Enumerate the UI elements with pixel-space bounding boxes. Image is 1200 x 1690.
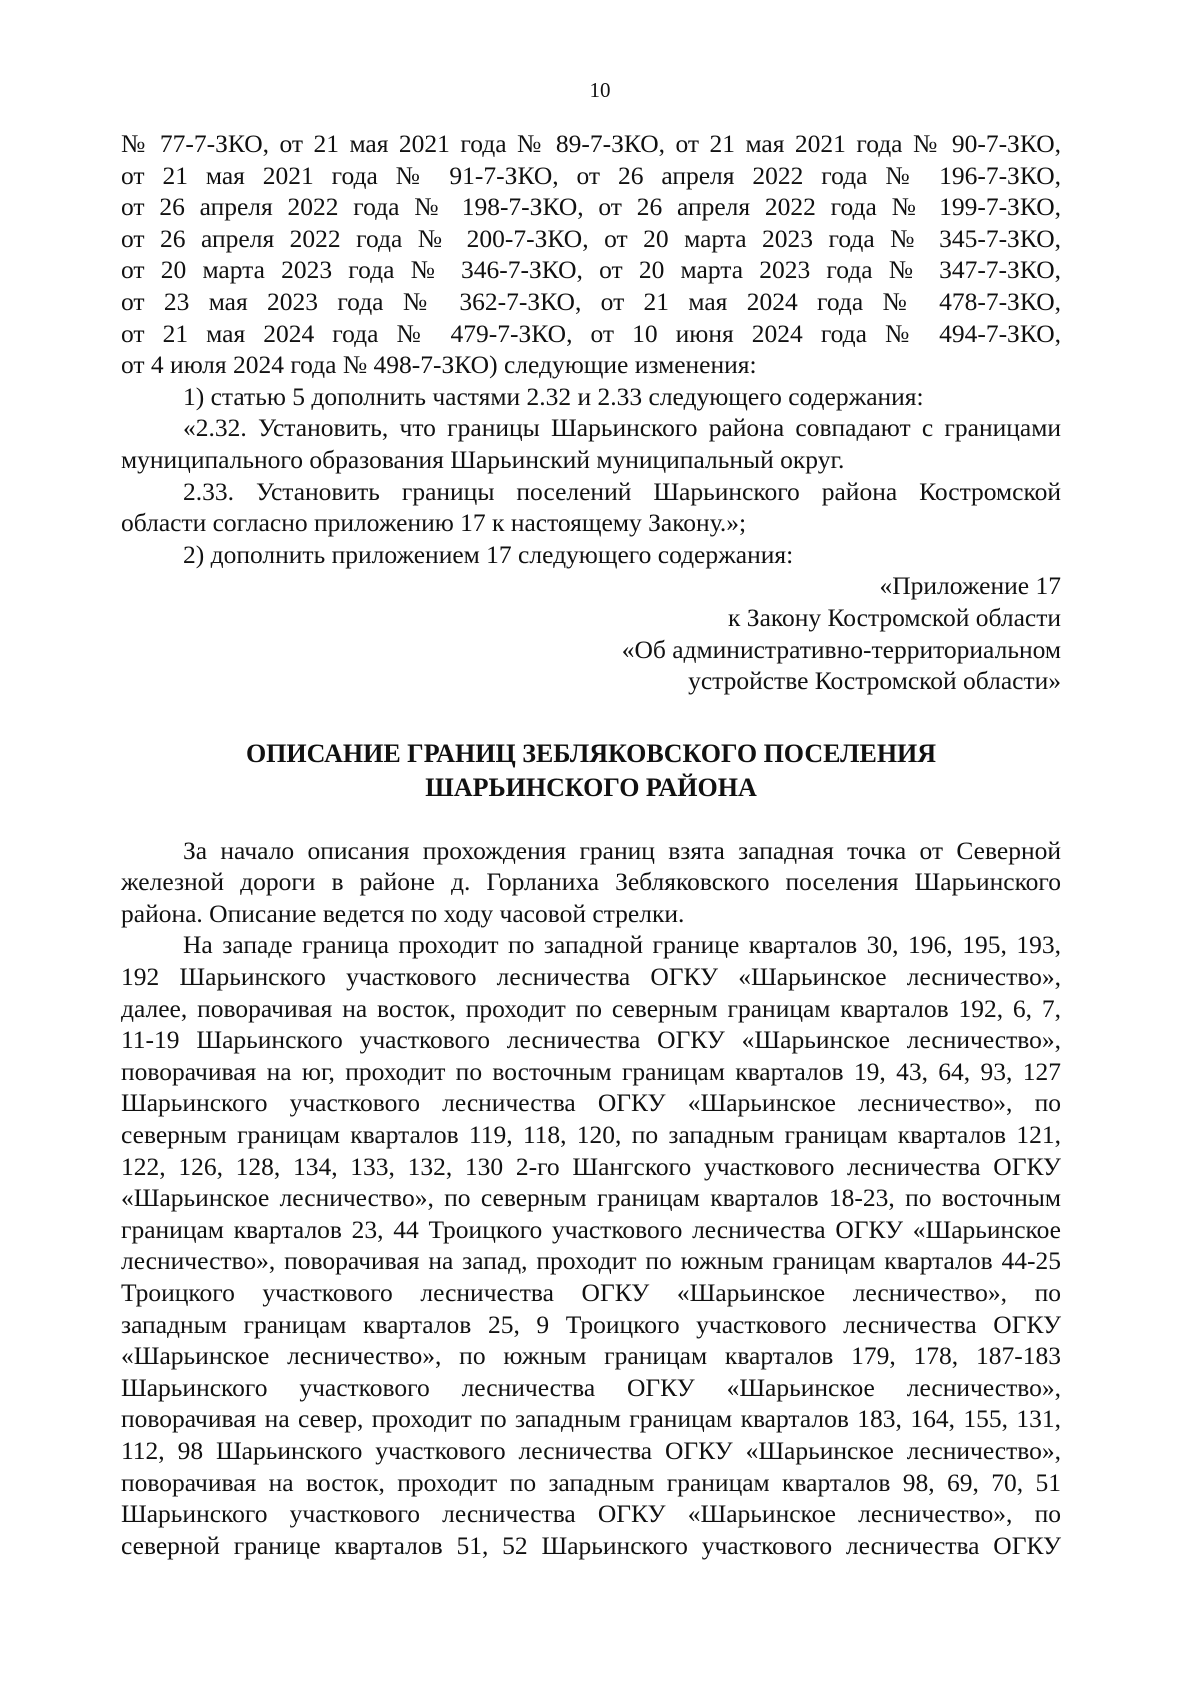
text-line: железной дороги в районе д. Горланиха Зебляковского поселения Шарьинского <box>121 867 1061 897</box>
intro-paragraph <box>121 128 1061 381</box>
boundary-description <box>121 835 1061 1562</box>
text-line: от 21 мая 2021 года № 91-7-ЗКО, от 26 апреля 2022 года № 196-7-ЗКО, <box>121 160 1061 190</box>
text-line: от 4 июля 2024 года № 498-7-ЗКО) следующие изменения: <box>121 350 757 380</box>
text-line: поворачивая на север, проходит по западным границам кварталов 183, 164, 155, 131, <box>121 1404 1061 1434</box>
amendment-item-2: 2) дополнить приложением 17 следующего содержания: <box>183 539 794 569</box>
text-line: № 77-7-ЗКО, от 21 мая 2021 года № 89-7-ЗКО, от 21 мая 2021 года № 90-7-ЗКО, <box>121 129 1061 158</box>
text-line: северным границам кварталов 119, 118, 120, по западным границам кварталов 121, <box>121 1120 1061 1150</box>
text-line: Шарьинского участкового лесничества ОГКУ «Шарьинское лесничество», по <box>121 1499 1061 1529</box>
text-line: от 26 апреля 2022 года № 200-7-ЗКО, от 20 марта 2023 года № 345-7-ЗКО, <box>121 223 1061 253</box>
amendments <box>121 381 1061 571</box>
appendix-line: к Закону Костромской области <box>728 602 1061 632</box>
text-line: границам кварталов 23, 44 Троицкого участкового лесничества ОГКУ «Шарьинское <box>121 1214 1061 1244</box>
text-line: На западе граница проходит по западной границе кварталов 30, 196, 195, 193, <box>183 930 1061 960</box>
text-line: от 26 апреля 2022 года № 198-7-ЗКО, от 26 апреля 2022 года № 199-7-ЗКО, <box>121 192 1061 222</box>
text-line: 112, 98 Шарьинского участкового лесничества ОГКУ «Шарьинское лесничество», <box>121 1435 1061 1465</box>
text-line: поворачивая на восток, проходит по западным границам кварталов 98, 69, 70, 51 <box>121 1467 1061 1497</box>
appendix-line: «Приложение 17 <box>879 571 1061 601</box>
text-line: от 20 марта 2023 года № 346-7-ЗКО, от 20 марта 2023 года № 347-7-ЗКО, <box>121 255 1061 285</box>
spacer <box>121 697 1061 737</box>
section-title <box>121 737 1061 805</box>
article-2-33-line: 2.33. Установить границы поселений Шарьинского района Костромской <box>183 476 1061 506</box>
appendix-line: «Об административно-территориальном <box>621 634 1061 664</box>
text-line: 122, 126, 128, 134, 133, 132, 130 2-го Шангского участкового лесничества ОГКУ <box>121 1151 1061 1181</box>
text-line: Троицкого участкового лесничества ОГКУ «Шарьинское лесничество», по <box>121 1278 1061 1307</box>
text-line: далее, поворачивая на восток, проходит по северным границам кварталов 192, 6, 7, <box>121 993 1061 1023</box>
page-number: 10 <box>589 78 611 102</box>
title-line: ОПИСАНИЕ ГРАНИЦ ЗЕБЛЯКОВСКОГО ПОСЕЛЕНИЯ <box>245 738 937 768</box>
text-line: поворачивая на юг, проходит по восточным границам кварталов 19, 43, 64, 93, 127 <box>121 1056 1061 1086</box>
text-line: «Шарьинское лесничество», по южным границам кварталов 179, 178, 187-183 <box>121 1341 1061 1371</box>
document-body <box>121 128 1061 1561</box>
article-2-33-line: области согласно приложению 17 к настоящему Закону.»; <box>121 508 747 538</box>
text-line: от 23 мая 2023 года № 362-7-ЗКО, от 21 мая 2024 года № 478-7-ЗКО, <box>121 286 1061 316</box>
amendment-item-1: 1) статью 5 дополнить частями 2.32 и 2.33 следующего содержания: <box>183 381 924 411</box>
text-line: За начало описания прохождения границ взята западная точка от Северной <box>183 835 1061 865</box>
text-line: от 21 мая 2024 года № 479-7-ЗКО, от 10 июня 2024 года № 494-7-ЗКО, <box>121 318 1061 348</box>
text-line: 192 Шарьинского участкового лесничества ОГКУ «Шарьинское лесничество», <box>121 962 1061 992</box>
text-line: западным границам кварталов 25, 9 Троицкого участкового лесничества ОГКУ <box>121 1309 1061 1339</box>
text-line: лесничество», поворачивая на запад, проходит по южным границам кварталов 44-25 <box>121 1246 1061 1276</box>
text-line: северной границе кварталов 51, 52 Шарьинского участкового лесничества ОГКУ <box>121 1530 1061 1560</box>
text-line: «Шарьинское лесничество», по северным границам кварталов 18-23, по восточным <box>121 1183 1061 1213</box>
article-2-32-line: муниципального образования Шарьинский муниципальный округ. <box>121 444 845 474</box>
article-2-32-line: «2.32. Установить, что границы Шарьинского района совпадают с границами <box>183 413 1061 443</box>
text-line: 11-19 Шарьинского участкового лесничества ОГКУ «Шарьинское лесничество», <box>121 1025 1061 1055</box>
appendix-line: устройстве Костромской области» <box>688 666 1061 696</box>
title-line: ШАРЬИНСКОГО РАЙОНА <box>425 772 757 802</box>
text-line: Шарьинского участкового лесничества ОГКУ «Шарьинское лесничество», <box>121 1372 1061 1402</box>
spacer <box>121 805 1061 835</box>
text-line: Шарьинского участкового лесничества ОГКУ «Шарьинское лесничество», по <box>121 1088 1061 1118</box>
appendix-header <box>121 570 1061 696</box>
text-line: района. Описание ведется по ходу часовой стрелки. <box>121 898 685 928</box>
